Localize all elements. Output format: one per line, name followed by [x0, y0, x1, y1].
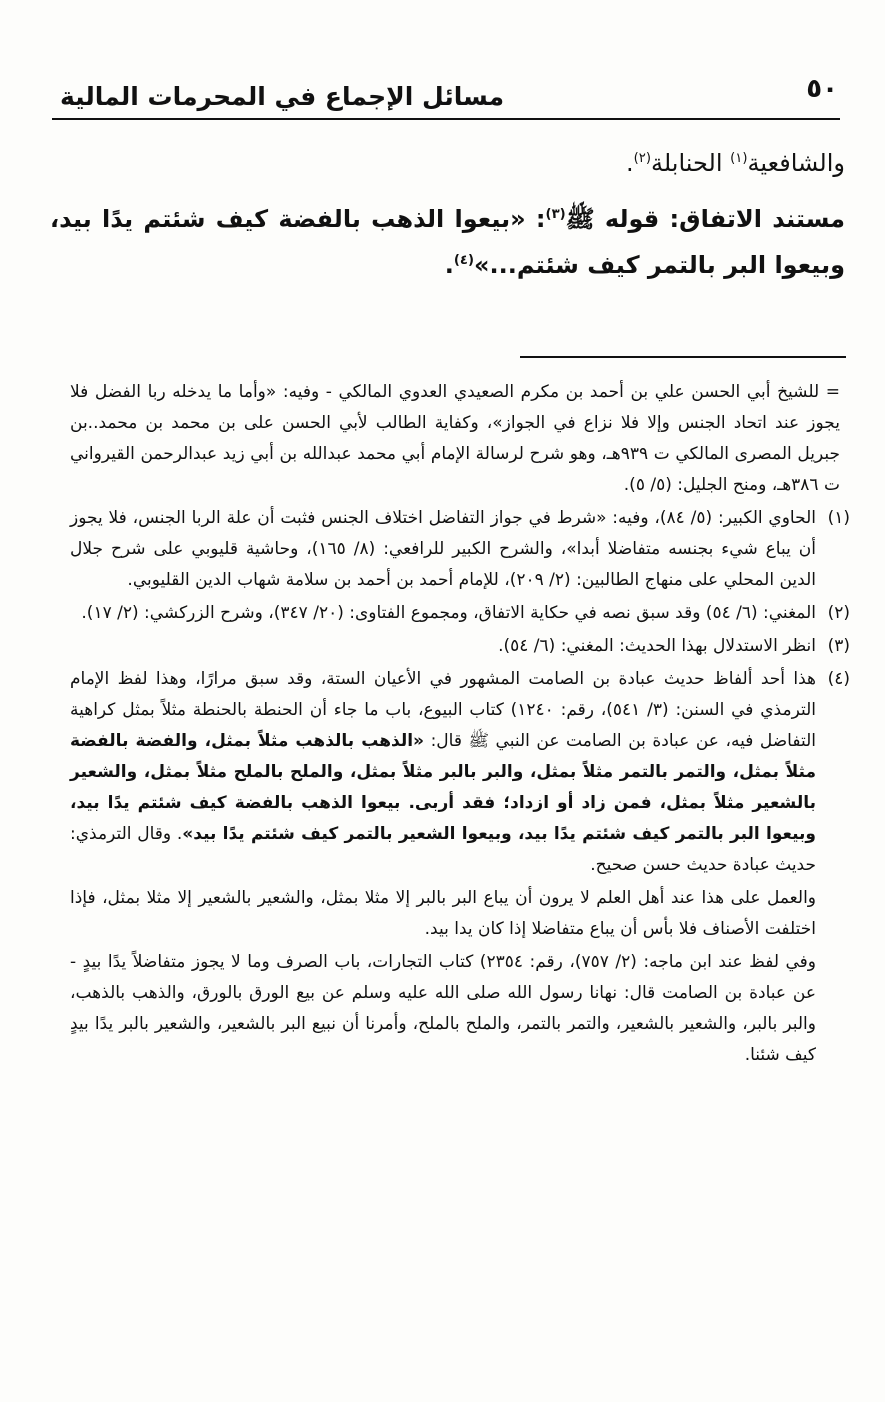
main-paragraph-1	[50, 140, 845, 186]
footnote-number: (٣)	[827, 636, 850, 656]
footnotes	[70, 377, 850, 1073]
main-text-fragment: قوله ﷺ	[565, 205, 660, 233]
footnote-4-paragraph-2: والعمل على هذا عند أهل العلم لا يرون أن يباع البر بالبر إلا مثلا بمثل، والشعير بالشعير إلا مثلا بمثل، فإذا اختلفت الأصناف فلا بأس أن يباع متفاضلا إذا كان يدا بيد.	[70, 888, 816, 939]
page-header	[58, 72, 838, 116]
footnote-ref[interactable]: (٣)	[545, 207, 566, 222]
footnote-number: (١)	[827, 508, 850, 528]
running-title: مسائل الإجماع في المحرمات المالية	[60, 82, 505, 111]
footnote-4-paragraph-3: وفي لفظ عند ابن ماجه: (٢/ ٧٥٧)، رقم: ٢٣٥٤) كتاب التجارات، باب الصرف وما لا يجوز متفاضلاً يدًا بيدٍ - عن عبادة بن الصامت قال: نهانا رسول الله صلى الله عليه وسلم عن بيع الورق بالورق، والذهب بالذهب، والبر بالبر، والشعير بالشعير، والتمر بالتمر، والملح بالملح، وأمرنا أن نبيع البر بالشعير، والشعير بالبر يدًا بيدٍ كيف شئنا.	[70, 952, 817, 1065]
main-text	[50, 140, 845, 288]
footnote-text: انظر الاستدلال بهذا الحديث: المغني: (٦/ ٥٤).	[498, 636, 816, 656]
footnote-3	[70, 631, 850, 662]
main-text-fragment: والشافعية	[747, 149, 845, 177]
footnote-continuation: = للشيخ أبي الحسن علي بن أحمد بن مكرم الصعيدي العدوي المالكي - وفيه: «وأما ما يدخله ربا الفضل فلا يجوز عند اتحاد الجنس وإلا فلا نزاع في الجواز»، وكفاية الطالب لأبي الحسن على بن محمد بن محمد..بن جبريل المصرى المالكي ت ٩٣٩هـ، وهو شرح لرسالة الإمام أبي محمد عبدالله بن أبي زيد عبدالرحمن القيرواني ت ٣٨٦هـ، ومنح الجليل: (٥/ ٥).	[70, 382, 840, 495]
footnote-text: هذا أحد ألفاظ حديث عبادة بن الصامت المشهور في الأعيان الستة، وقد سبق مرارًا، وهذا لفظ الإمام الترمذي في السنن: (٣/ ٥٤١)، رقم: ١٢٤٠) كتاب البيوع، باب ما جاء أن الحنطة بالحنطة مثلاً بمثل كراهية التفاضل فيه، عن عبادة بن الصامت عن النبي ﷺ قال:	[70, 669, 816, 751]
evidence-label: مستند الاتفاق:	[659, 205, 845, 233]
footnote-4	[70, 664, 850, 881]
hadith-quote: : «بيعوا الذهب بالفضة كيف شئتم يدًا بيد، وبيعوا البر بالتمر كيف شئتم...»	[50, 205, 845, 279]
page-number: ٥٠	[806, 74, 838, 104]
footnote-text: الحاوي الكبير: (٥/ ٨٤)، وفيه: «شرط في جواز التفاضل اختلاف الجنس فثبت أن علة الربا الجنس، فلا يجوز أن يباع شيء بجنسه متفاضلا أبدا»، والشرح الكبير للرافعي: (٨/ ١٦٥)، وحاشية قليوبي على شرح جلال الدين المحلي على منهاج الطالبين: (٢/ ٢٠٩)، للإمام أحمد بن أحمد بن سلامة شهاب الدين القليوبي.	[70, 508, 816, 590]
punctuation: .	[625, 149, 634, 177]
main-paragraph-2	[50, 196, 845, 288]
footnote-ref[interactable]: (١)	[730, 151, 748, 166]
punctuation: .	[444, 251, 454, 279]
footnote-text: المغني: (٦/ ٥٤) وقد سبق نصه في حكاية الاتفاق، ومجموع الفتاوى: (٢٠/ ٣٤٧)، وشرح الزركشي: (٢/ ١٧).	[81, 603, 816, 623]
footnote-ref[interactable]: (٤)	[453, 253, 474, 268]
footnote-separator	[520, 356, 846, 358]
hadith-quote: «الذهب بالذهب مثلاً بمثل، والفضة بالفضة مثلاً بمثل، والتمر بالتمر مثلاً بمثل، والبر بالبر مثلاً بمثل، والملح بالملح مثلاً بمثل، والشعير بالشعير مثلاً بمثل، فمن زاد أو ازداد؛ فقد أربى. بيعوا الذهب بالفضة كيف شئتم يدًا بيد، وبيعوا البر بالتمر كيف شئتم يدًا بيد، وبيعوا الشعير بالتمر كيف شئتم يدًا بيد»	[70, 731, 816, 844]
header-rule	[52, 118, 840, 120]
main-text-fragment: الحنابلة	[650, 149, 731, 177]
footnote-ref[interactable]: (٢)	[633, 151, 651, 166]
footnote-text: . وقال الترمذي: حديث عبادة حديث حسن صحيح.	[70, 824, 816, 875]
footnote-number: (٢)	[827, 603, 850, 623]
footnote-1	[70, 503, 850, 596]
footnote-number: (٤)	[827, 669, 850, 689]
footnote-2	[70, 598, 850, 629]
